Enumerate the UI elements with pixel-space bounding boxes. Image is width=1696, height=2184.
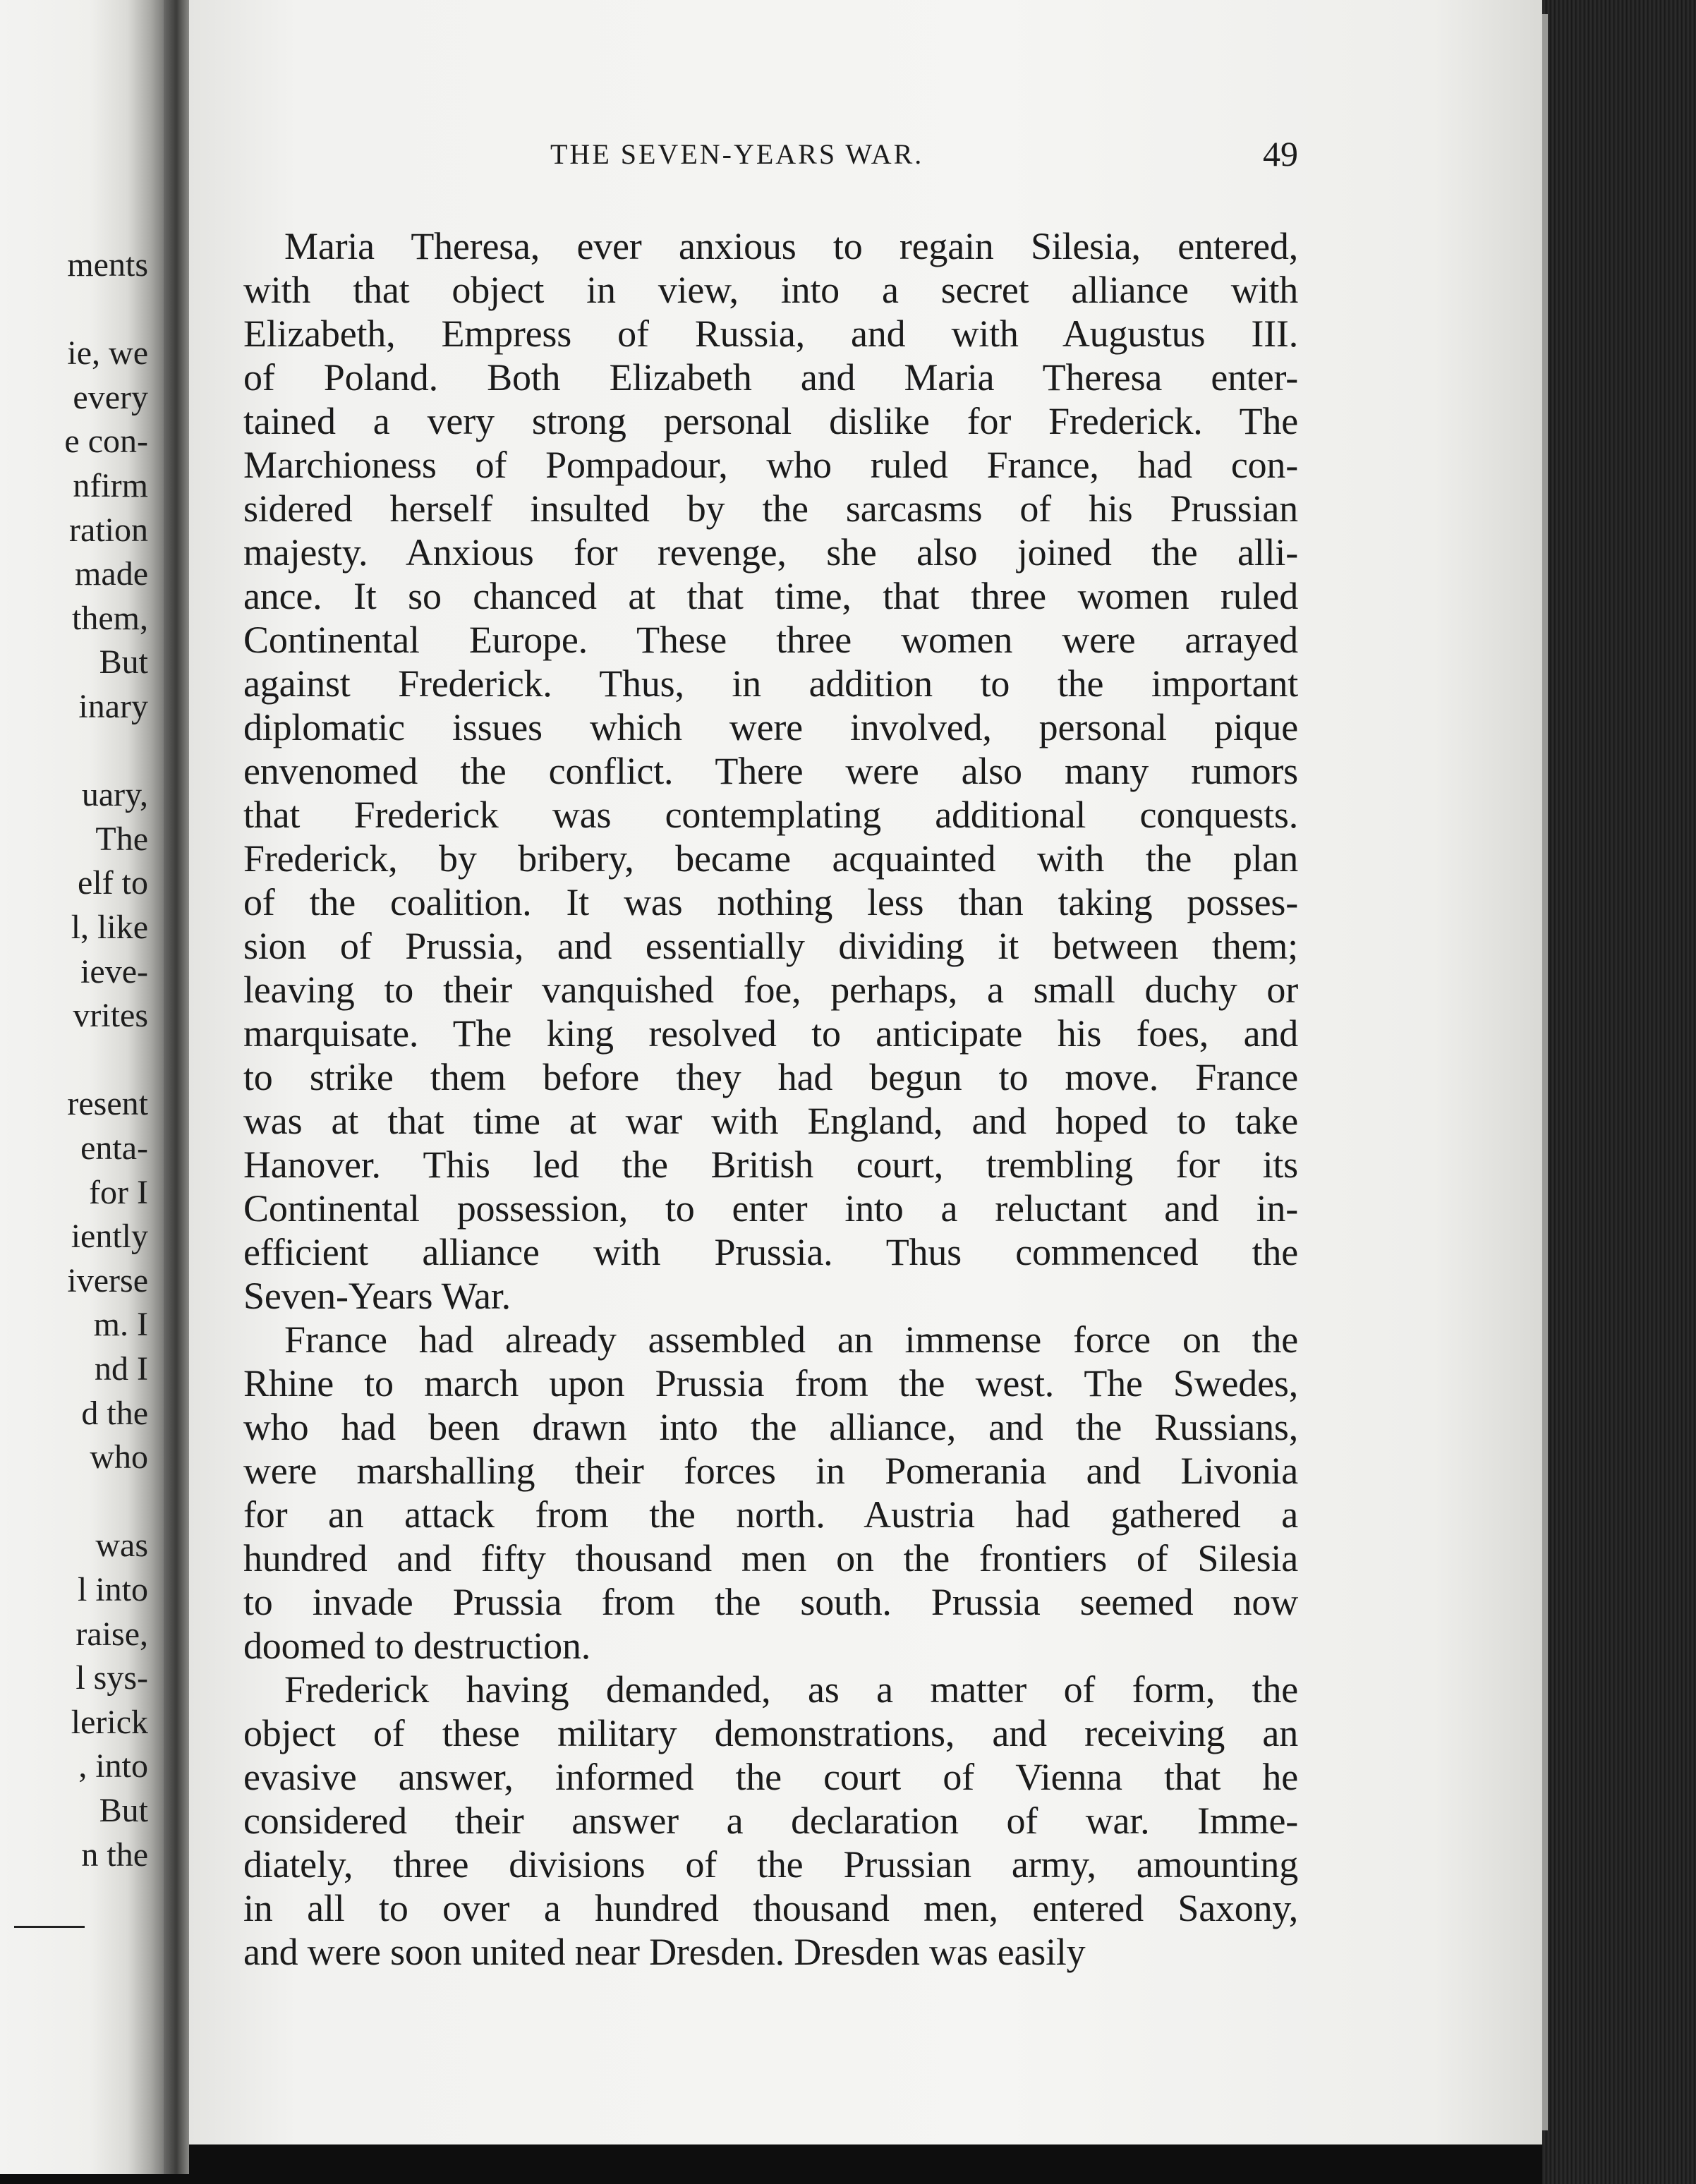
left-page-fragment: for I	[89, 1173, 148, 1211]
text-line: with that object in view, into a secret alliance with	[243, 269, 1298, 311]
left-page-fragment: ration	[69, 511, 148, 549]
text-line: ance. It so chanced at that time, that three women ruled	[243, 575, 1298, 617]
text-line: Hanover. This led the British court, trembling for its	[243, 1143, 1298, 1186]
left-page-fragment: m. I	[93, 1306, 148, 1344]
left-page-fragment: iently	[71, 1218, 148, 1256]
text-line: considered their answer a declaration of war. Imme-	[243, 1800, 1298, 1842]
text-line: to invade Prussia from the south. Prussia seemed now	[243, 1581, 1298, 1623]
text-line: majesty. Anxious for revenge, she also joined the alli-	[243, 531, 1298, 574]
left-page-fragment: l sys-	[75, 1659, 148, 1697]
text-line: Continental Europe. These three women were arrayed	[243, 619, 1298, 661]
facing-left-page	[0, 0, 164, 2174]
running-head	[360, 134, 1298, 180]
book-gutter	[164, 0, 189, 2174]
text-line: doomed to destruction.	[243, 1625, 591, 1667]
left-page-fragment: d the	[81, 1394, 148, 1432]
text-line: for an attack from the north. Austria had gathered a	[243, 1493, 1298, 1536]
left-page-fragment: ments	[67, 246, 148, 284]
left-page-fragment: nfirm	[73, 467, 148, 504]
left-page-fragment: iverse	[67, 1261, 148, 1299]
left-page-fragment: , into	[78, 1747, 148, 1785]
text-line: diplomatic issues which were involved, personal pique	[243, 706, 1298, 748]
text-line: to strike them before they had begun to move. France	[243, 1056, 1298, 1098]
left-page-fragment: them,	[72, 599, 148, 637]
left-page-fragment: every	[73, 378, 148, 416]
text-line: Marchioness of Pompadour, who ruled France, had con-	[243, 444, 1298, 486]
text-line: Rhine to march upon Prussia from the west. The Swedes,	[243, 1362, 1298, 1405]
body-text	[243, 224, 1298, 1974]
text-line: were marshalling their forces in Pomerania and Livonia	[243, 1450, 1298, 1492]
left-page-fragment: elf to	[78, 864, 148, 902]
text-line: Continental possession, to enter into a reluctant and in-	[243, 1187, 1298, 1230]
text-line: efficient alliance with Prussia. Thus commenced the	[243, 1231, 1298, 1273]
left-page-fragment: ieve-	[80, 952, 148, 990]
text-line: Elizabeth, Empress of Russia, and with Augustus III.	[243, 313, 1298, 355]
left-page-fragment: who	[90, 1438, 148, 1476]
paragraph	[243, 1318, 1298, 1668]
text-line: who had been drawn into the alliance, and the Russians,	[243, 1406, 1298, 1448]
text-line: Frederick, by bribery, became acquainted with the plan	[243, 837, 1298, 880]
text-line: against Frederick. Thus, in addition to the important	[243, 662, 1298, 705]
running-head-title: THE SEVEN-YEARS WAR.	[550, 138, 924, 170]
text-line: in all to over a hundred thousand men, entered Saxony,	[243, 1887, 1298, 1929]
left-page-fragment: vrites	[73, 997, 148, 1035]
text-line: that Frederick was contemplating additional conquests.	[243, 794, 1298, 836]
left-page-footnote-rule	[14, 1926, 85, 1928]
left-page-fragment: resent	[67, 1085, 148, 1123]
left-page-fragment: nd I	[95, 1350, 148, 1388]
left-page-fragment: lerick	[71, 1703, 148, 1741]
left-page-fragment: ie, we	[67, 334, 148, 372]
left-page-fragment: l into	[77, 1571, 148, 1608]
text-line: hundred and fifty thousand men on the frontiers of Silesia	[243, 1537, 1298, 1579]
text-line: tained a very strong personal dislike for Frederick. The	[243, 400, 1298, 442]
text-line: of the coalition. It was nothing less than taking posses-	[243, 881, 1298, 923]
left-page-fragment: l, like	[71, 909, 148, 946]
left-page-fragment: e con-	[64, 423, 148, 461]
left-page-fragment: made	[75, 555, 148, 593]
text-line: Frederick having demanded, as a matter of form, the	[284, 1668, 1298, 1711]
text-line: object of these military demonstrations, and receiving an	[243, 1712, 1298, 1754]
text-line: marquisate. The king resolved to anticipate his foes, and	[243, 1012, 1298, 1055]
left-page-fragment: inary	[78, 688, 148, 725]
left-page-fragment: raise,	[75, 1615, 148, 1653]
text-line: was at that time at war with England, and hoped to take	[243, 1100, 1298, 1142]
left-page-fragment: was	[95, 1527, 148, 1565]
text-line: sidered herself insulted by the sarcasms of his Prussian	[243, 487, 1298, 530]
left-page-fragment: enta-	[80, 1129, 148, 1167]
text-line: evasive answer, informed the court of Vienna that he	[243, 1756, 1298, 1798]
text-line: and were soon united near Dresden. Dresden was easily	[243, 1931, 1086, 1973]
text-line: France had already assembled an immense force on the	[284, 1318, 1298, 1361]
left-page-fragment: n the	[81, 1836, 148, 1874]
left-page-fragment: But	[99, 1792, 148, 1829]
text-line: envenomed the conflict. There were also many rumors	[243, 750, 1298, 792]
page-edges	[1542, 0, 1696, 2184]
text-line: Seven-Years War.	[243, 1275, 511, 1317]
page-number: 49	[1263, 134, 1298, 174]
text-line: sion of Prussia, and essentially dividing it between them;	[243, 925, 1298, 967]
paragraph	[243, 224, 1298, 1318]
text-line: Maria Theresa, ever anxious to regain Silesia, entered,	[284, 225, 1298, 267]
left-page-fragment: But	[99, 643, 148, 681]
left-page-fragment: The	[95, 820, 148, 858]
text-line: diately, three divisions of the Prussian army, amounting	[243, 1843, 1298, 1886]
text-line: leaving to their vanquished foe, perhaps, a small duchy or	[243, 969, 1298, 1011]
left-page-fragment: uary,	[81, 776, 148, 814]
paragraph	[243, 1668, 1298, 1974]
page-edge-highlight	[1542, 14, 1548, 2130]
text-line: of Poland. Both Elizabeth and Maria Theresa enter-	[243, 356, 1298, 399]
